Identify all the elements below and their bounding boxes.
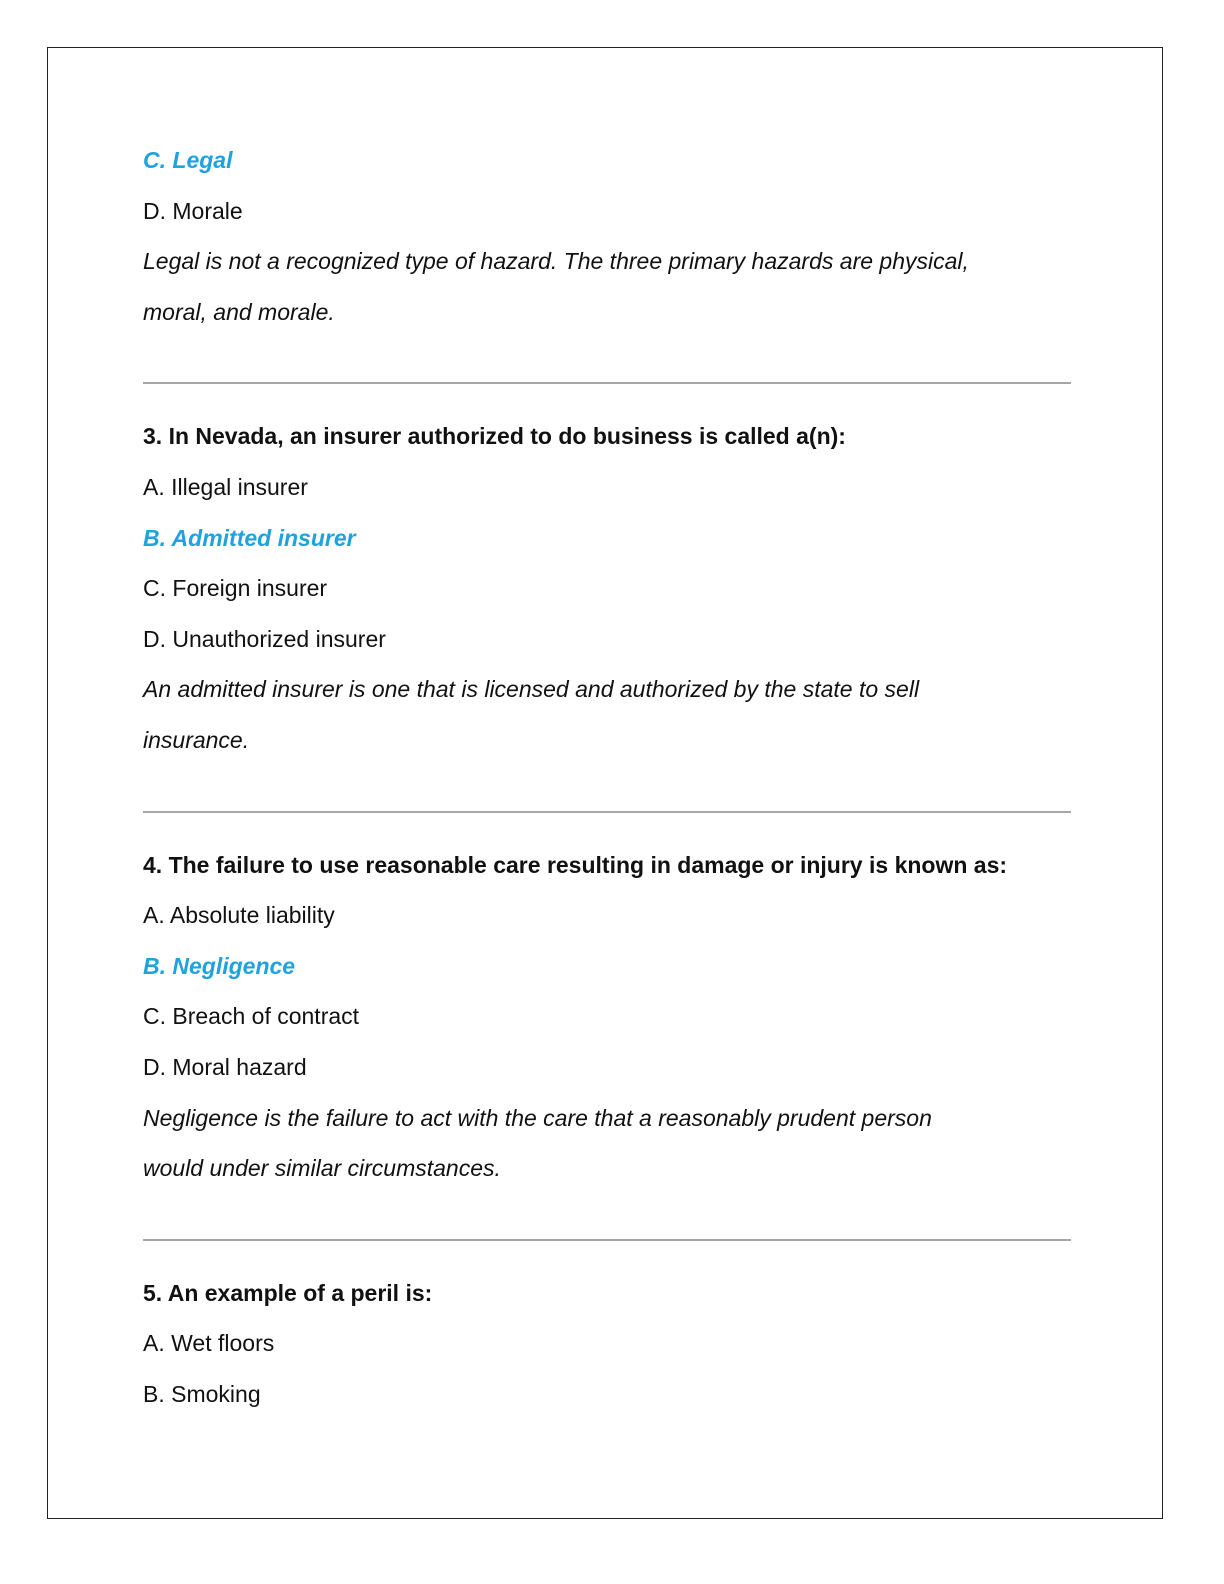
option-a: A. Illegal insurer bbox=[143, 473, 308, 500]
option-c-correct: C. Legal bbox=[143, 147, 233, 173]
question-text: 3. In Nevada, an insurer authorized to do business is called a(n): bbox=[143, 423, 846, 450]
explanation-line-2: moral, and morale. bbox=[143, 298, 335, 325]
question-4 bbox=[143, 840, 1071, 1194]
option-c: C. Breach of contract bbox=[143, 1003, 360, 1030]
question-text: 5. An example of a peril is: bbox=[143, 1279, 433, 1306]
explanation-line-2: would under similar circumstances. bbox=[143, 1155, 501, 1182]
question-5 bbox=[143, 1268, 1071, 1420]
option-a: A. Absolute liability bbox=[143, 902, 335, 929]
question-text: 4. The failure to use reasonable care resulting in damage or injury is known as: bbox=[143, 851, 1008, 878]
option-a: A. Wet floors bbox=[143, 1330, 275, 1357]
option-d: D. Moral hazard bbox=[143, 1053, 307, 1080]
question-3 bbox=[143, 411, 1071, 765]
explanation-line-2: insurance. bbox=[143, 726, 250, 753]
explanation-line-1: Negligence is the failure to act with the care that a reasonably prudent person bbox=[143, 1104, 932, 1131]
explanation-line-1: Legal is not a recognized type of hazard. The three primary hazards are physical, bbox=[143, 248, 969, 275]
option-b: B. Smoking bbox=[143, 1380, 261, 1407]
option-d: D. Morale bbox=[143, 197, 243, 224]
option-d: D. Unauthorized insurer bbox=[143, 625, 386, 652]
option-b-correct: B. Negligence bbox=[143, 952, 296, 979]
option-b-correct: B. Admitted insurer bbox=[143, 524, 356, 551]
explanation-line-1: An admitted insurer is one that is licensed and authorized by the state to sell bbox=[143, 676, 920, 703]
question-2-continuation bbox=[143, 135, 1071, 337]
document-content bbox=[143, 135, 1071, 1419]
option-c: C. Foreign insurer bbox=[143, 575, 328, 602]
